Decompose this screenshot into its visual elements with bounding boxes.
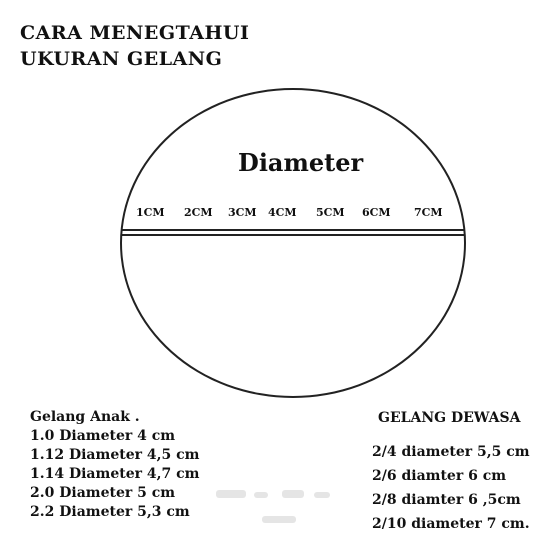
- title-line-1: CARA MENEGTAHUI: [20, 22, 250, 44]
- ruler-line-top: [122, 229, 464, 231]
- gelang-anak-heading: Gelang Anak .: [30, 409, 140, 425]
- list-item: 2.2 Diameter 5,3 cm: [30, 504, 190, 520]
- ruler-tick-4cm: 4CM: [268, 206, 297, 219]
- ruler-tick-6cm: 6CM: [362, 206, 391, 219]
- faded-watermark: [210, 486, 340, 532]
- page-title: [20, 20, 249, 72]
- list-item: 2/6 diamter 6 cm: [372, 468, 507, 484]
- gelang-dewasa-heading: GELANG DEWASA: [378, 410, 521, 426]
- list-item: 2.0 Diameter 5 cm: [30, 485, 176, 501]
- ruler-tick-3cm: 3CM: [228, 206, 257, 219]
- gelang-anak-list: [30, 408, 199, 522]
- ruler-tick-5cm: 5CM: [316, 206, 345, 219]
- ruler-tick-7cm: 7CM: [414, 206, 443, 219]
- list-item: 2/10 diameter 7 cm.: [372, 516, 530, 532]
- diameter-label: Diameter: [238, 148, 364, 177]
- ruler-tick-2cm: 2CM: [184, 206, 213, 219]
- ruler-line-bottom: [122, 234, 464, 236]
- list-item: 2/8 diamter 6 ,5cm: [372, 492, 521, 508]
- list-item: 1.0 Diameter 4 cm: [30, 428, 176, 444]
- list-item: 2/4 diameter 5,5 cm: [372, 444, 530, 460]
- list-item: 1.12 Diameter 4,5 cm: [30, 447, 200, 463]
- gelang-dewasa-list: [372, 440, 530, 536]
- list-item: 1.14 Diameter 4,7 cm: [30, 466, 200, 482]
- bracelet-circle: [120, 88, 466, 398]
- ruler-tick-1cm: 1CM: [136, 206, 165, 219]
- title-line-2: UKURAN GELANG: [20, 48, 223, 70]
